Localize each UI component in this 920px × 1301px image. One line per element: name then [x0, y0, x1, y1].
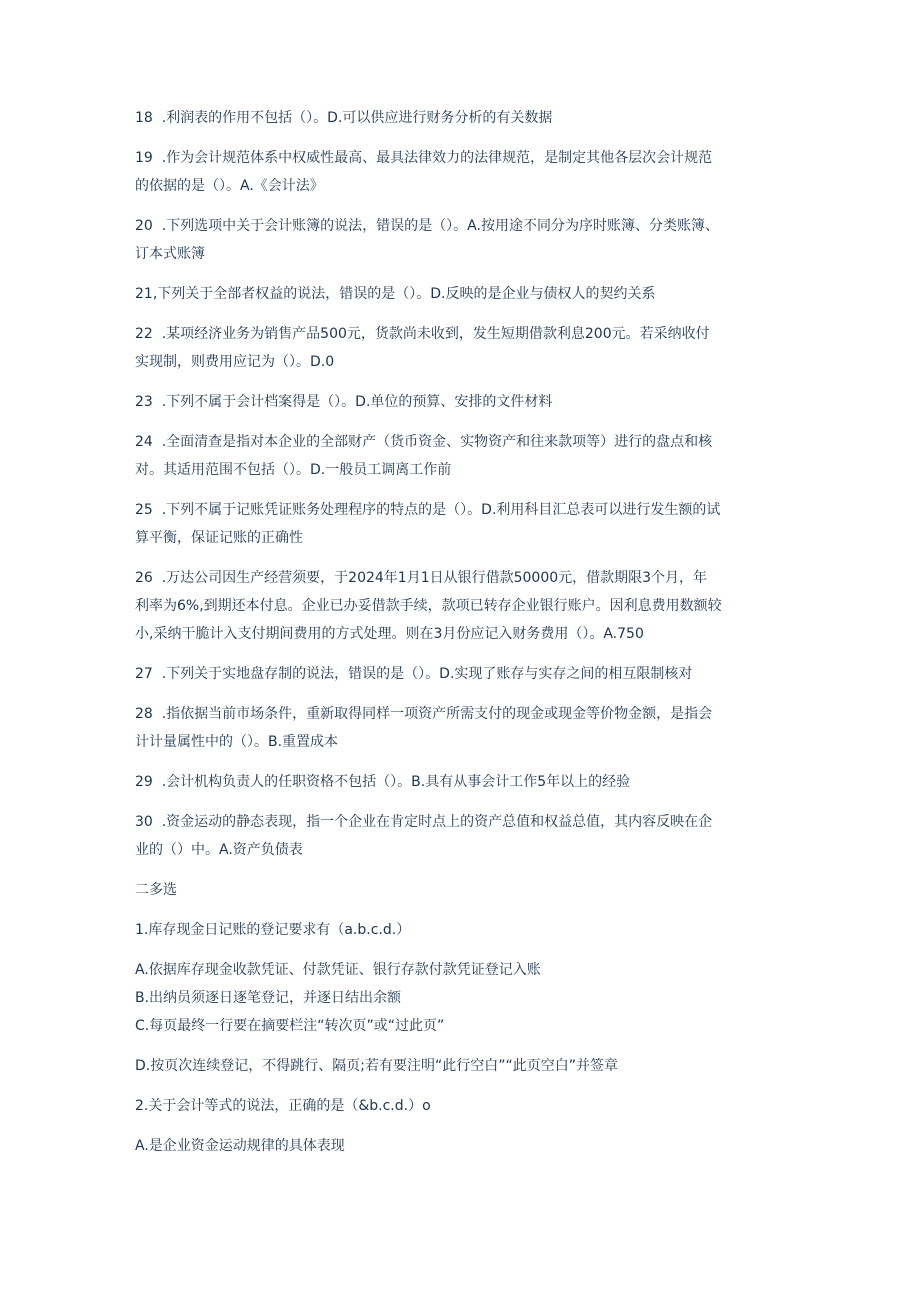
multi-q1-option-b: B.出纳员须逐日逐笔登记，并逐日结出余额 [135, 990, 402, 1006]
question-line: 实现制，则费用应记为（）。D.0 [135, 354, 335, 370]
question-line: 30 .资金运动的静态表现，指一个企业在肯定时点上的资产总值和权益总值，其内容反映在企 [135, 814, 713, 830]
multi-q2-option-a: A.是企业资金运动规律的具体表现 [135, 1138, 345, 1154]
question-item [135, 320, 790, 376]
question-line: 22 .某项经济业务为销售产品500元，货款尚未收到，发生短期借款利息200元。若采纳收付 [135, 326, 710, 342]
question-item [135, 388, 790, 416]
question-line: 19 .作为会计规范体系中权威性最高、最具法律效力的法律规范，是制定其他各层次会计规范 [135, 150, 713, 166]
multi-q1-option-a: A.依据库存现金收款凭证、付款凭证、银行存款付款凭证登记入账 [135, 962, 541, 978]
question-line: 25 .下列不属于记账凭证账务处理程序的特点的是（）。D.利用科目汇总表可以进行发生额的试 [135, 502, 721, 518]
question-line: 29 .会计机构负责人的任职资格不包括（）。B.具有从事会计工作5年以上的经验 [135, 774, 631, 790]
multi-question-1: 1.库存现金日记账的登记要求有（a.b.c.d.） [135, 922, 411, 938]
question-line: 21,下列关于全部者权益的说法，错误的是（）。D.反映的是企业与债权人的契约关系 [135, 286, 656, 302]
question-item [135, 496, 790, 552]
multi-question-2: 2.关于会计等式的说法，正确的是（&b.c.d.）o [135, 1098, 431, 1114]
question-item [135, 768, 790, 796]
question-item [135, 700, 790, 756]
question-item [135, 660, 790, 688]
multi-q1-option-c: C.每页最终一行要在摘要栏注“转次页”或“过此页” [135, 1018, 445, 1034]
question-line: 利率为6%,到期还本付息。企业已办妥借款手续，款项已转存企业银行账户。因利息费用数额较 [135, 598, 722, 614]
question-line: 26 .万达公司因生产经营须要，于2024年1月1日从银行借款50000元，借款期限3个月，年 [135, 570, 708, 586]
question-line: 小,采纳干脆计入支付期间费用的方式处理。则在3月份应记入财务费用（）。A.750 [135, 626, 644, 642]
question-line: 订本式账簿 [135, 246, 205, 262]
question-line: 18 .利润表的作用不包括（）。D.可以供应进行财务分析的有关数据 [135, 110, 553, 126]
question-line: 计计量属性中的（）。B.重置成本 [135, 734, 339, 750]
question-line: 业的（）中。A.资产负债表 [135, 842, 303, 858]
question-line: 20 .下列选项中关于会计账簿的说法，错误的是（）。A.按用途不同分为序时账簿、分类账簿、 [135, 218, 719, 234]
question-line: 27 .下列关于实地盘存制的说法，错误的是（）。D.实现了账存与实存之间的相互限制核对 [135, 666, 693, 682]
question-line: 对。其适用范围不包括（）。D.一般员工调离工作前 [135, 462, 452, 478]
question-line: 24 .全面清查是指对本企业的全部财产（货币资金、实物资产和往来款项等）进行的盘点和核 [135, 434, 713, 450]
question-item [135, 428, 790, 484]
question-item [135, 212, 790, 268]
question-item [135, 564, 790, 648]
single-choice-questions [135, 104, 790, 864]
document-page [135, 104, 790, 1172]
question-line: 算平衡，保证记账的正确性 [135, 530, 303, 546]
question-item [135, 104, 790, 132]
question-item [135, 144, 790, 200]
question-line: 的依据的是（）。A.《会计法》 [135, 178, 324, 194]
question-item [135, 280, 790, 308]
multi-q1-option-d: D.按页次连续登记，不得跳行、隔页;若有要注明“此行空白”“此页空白”并签章 [135, 1058, 618, 1074]
question-line: 28 .指依据当前市场条件，重新取得同样一项资产所需支付的现金或现金等价物金额，是指会 [135, 706, 713, 722]
question-item [135, 808, 790, 864]
section-title: 二多选 [135, 882, 177, 898]
question-line: 23 .下列不属于会计档案得是（）。D.单位的预算、安排的文件材料 [135, 394, 553, 410]
